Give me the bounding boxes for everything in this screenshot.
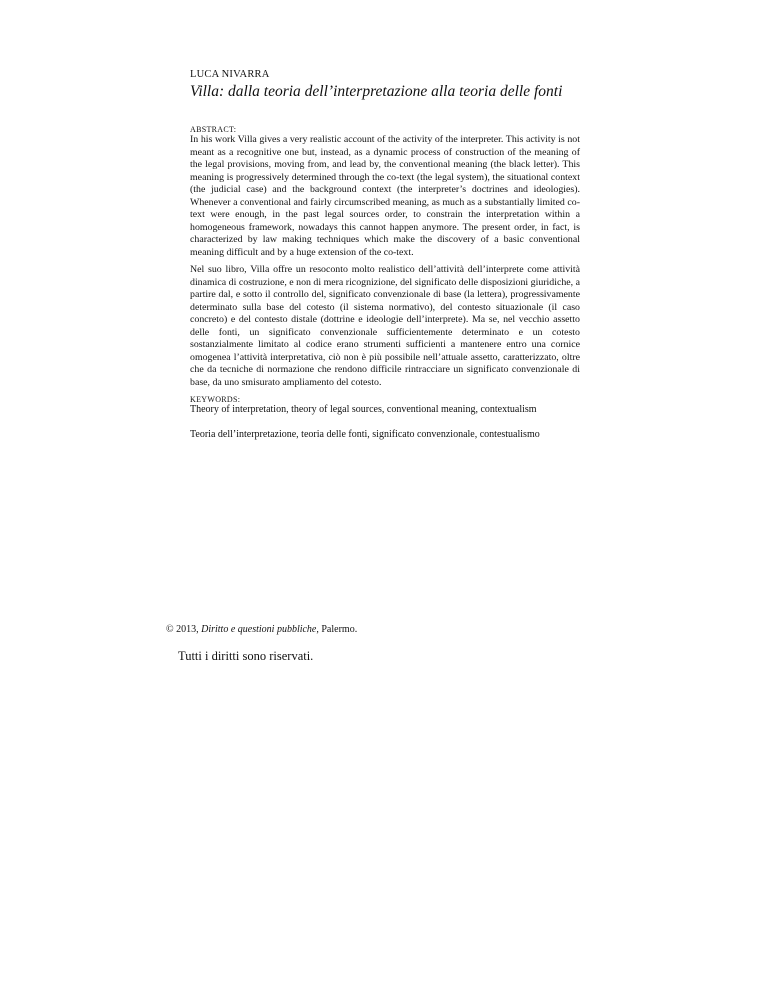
copyright-notice <box>166 624 357 635</box>
copyright-prefix: © 2013, <box>166 624 202 635</box>
keywords-english: Theory of interpretation, theory of legal sources, conventional meaning, contextualism <box>190 404 537 415</box>
rights-statement: Tutti i diritti sono riservati. <box>178 649 314 663</box>
journal-name: Diritto e questioni pubbliche <box>201 624 317 635</box>
keywords-label: KEYWORDS: <box>190 395 241 404</box>
author-name: LUCA NIVARRA <box>190 69 270 80</box>
abstract-label: ABSTRACT: <box>190 125 237 134</box>
paper-title: Villa: dalla teoria dell’interpretazione alla teoria delle fonti <box>190 83 563 100</box>
keywords-italian: Teoria dell’interpretazione, teoria delle fonti, significato convenzionale, contestualismo <box>190 429 540 440</box>
abstract-italian: Nel suo libro, Villa offre un resoconto molto realistico dell’attività dell’interprete come attività dinamica di costruzione, e non di mera ricognizione, del significato delle disposizioni giuridiche, a partire dal, e sotto il controllo del, significato convenzionale di base (la lettera), progressivamente determinato sulla base del cotesto (il sistema normativo), del contesto situazionale (il caso concreto) e del contesto distale (dottrine e ideologie dell’interprete). Ma se, nel vecchio assetto delle fonti, un significato convenzionale sufficientemente determinato e un cotesto sostanzialmente limitato al codice erano strumenti sufficienti a mantenere entro una cornice omogenea l’attività interpretativa, ciò non è più possibile nell’attuale assetto, caratterizzato, oltre che da tecniche di normazione che rendono difficile rintracciare un significato convenzionale di base, da uno smisurato ampliamento del cotesto. <box>190 264 580 388</box>
copyright-suffix: , Palermo. <box>316 624 358 635</box>
abstract-english: In his work Villa gives a very realistic account of the activity of the interpreter. This activity is not meant as a recognitive one but, instead, as a dynamic process of construction of the meaning of the legal provisions, moving from, and lead by, the conventional meaning (the black letter). This meaning is progressively determined through the co-text (the legal system), the situational context (the judicial case) and the background context (the interpreter’s doctrines and ideologies). Whenever a conventional and fairly circumscribed meaning, as much as a substantially limited co-text were enough, in the past legal sources order, to constrain the interpretation within a homogeneous framework, nowadays this cannot happen anymore. The present order, in fact, is characterized by law making techniques which make the discovery of a basic conventional meaning difficult and by a huge extension of the co-text. <box>190 134 580 258</box>
